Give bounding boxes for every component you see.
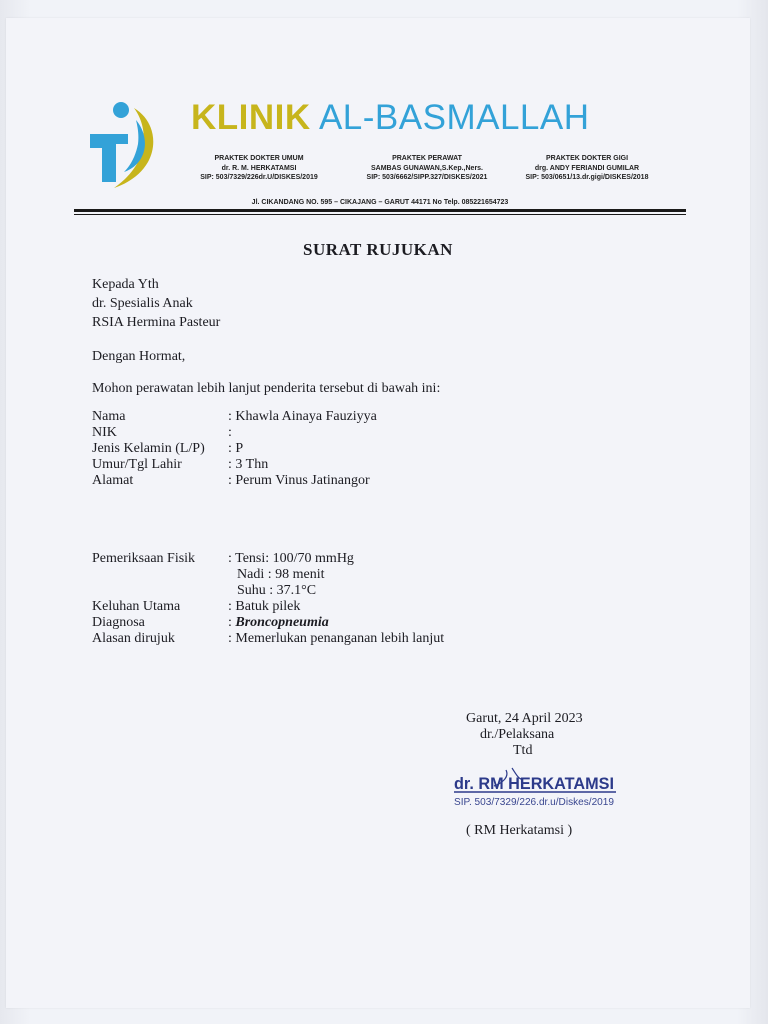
patient-gender-value: : P [228,441,244,456]
patient-name-label: Nama [92,409,126,424]
practice-nurse [352,154,502,183]
complaint-label: Keluhan Utama [92,599,181,614]
practice-sip: SIP: 503/6662/SIPP.327/DISKES/2021 [366,174,488,181]
practice-dentist [512,154,662,183]
intro-text: Mohon perawatan lebih lanjut penderita tersebut di bawah ini: [92,381,441,396]
complaint-value: : Batuk pilek [228,599,301,614]
letter-title: SURAT RUJUKAN [303,240,453,259]
header-divider-thick [74,209,686,212]
practice-name: drg. ANDY FERIANDI GUMILAR [534,164,640,172]
diagnosis-text: Broncopneumia [235,615,329,630]
practice-name: dr. R. M. HERKATAMSI [221,164,297,172]
patient-nik-label: NIK [92,425,117,440]
exam-label: Pemeriksaan Fisik [92,551,196,566]
header-divider-thin [74,214,686,215]
diagnosis-label: Diagnosa [92,615,145,630]
recipient-line-1: Kepada Yth [92,277,159,292]
practice-sip: SIP: 503/0651/13.dr.gigi/DISKES/2018 [525,174,649,181]
exam-line-1: : Tensi: 100/70 mmHg [228,551,354,566]
referral-reason-value: : Memerlukan penanganan lebih lanjut [228,631,445,646]
patient-gender-label: Jenis Kelamin (L/P) [92,441,205,456]
clinic-name [191,98,590,138]
patient-name-value: : Khawla Ainaya Fauziyya [228,409,377,424]
recipient-line-3: RSIA Hermina Pasteur [92,315,221,330]
patient-address-value: : Perum Vinus Jatinangor [228,473,370,488]
referral-reason-label: Alasan dirujuk [92,631,175,646]
patient-nik-value: : [228,425,232,440]
patient-age-value: : 3 Thn [228,457,269,472]
exam-line-2: Nadi : 98 menit [237,567,325,582]
signature-ttd: Ttd [513,743,533,758]
clinic-name-part-1: KLINIK [191,98,311,137]
doctor-stamp [450,764,620,812]
exam-line-3: Suhu : 37.1°C [237,583,317,598]
patient-address-label: Alamat [92,473,134,488]
diagnosis-value [228,615,329,631]
stamp-name: dr. RM HERKATAMSI [454,774,614,793]
signature-name: ( RM Herkatamsi ) [466,823,573,838]
practice-title: PRAKTEK PERAWAT [392,155,462,162]
clinic-logo [88,98,160,198]
recipient-line-2: dr. Spesialis Anak [92,296,193,311]
practice-title: PRAKTEK DOKTER GIGI [545,155,629,162]
practice-sip: SIP: 503/7329/226dr.U/DISKES/2019 [200,174,318,181]
clinic-name-part-2: AL-BASMALLAH [318,98,590,137]
signature-place-date: Garut, 24 April 2023 [466,711,583,726]
patient-age-label: Umur/Tgl Lahir [92,457,182,472]
practice-name: SAMBAS GUNAWAN,S.Kep.,Ners. [370,164,484,172]
practice-title: PRAKTEK DOKTER UMUM [214,155,304,162]
signature-role: dr./Pelaksana [480,727,555,742]
greeting: Dengan Hormat, [92,349,186,364]
diagnosis-colon: : [228,615,236,630]
clinic-address: Jl. CIKANDANG NO. 595 – CIKAJANG – GARUT 44171 No Telp. 085221654723 [251,199,509,206]
practice-general [194,154,324,183]
stamp-sip: SIP. 503/7329/226.dr.u/Diskes/2019 [454,797,615,808]
